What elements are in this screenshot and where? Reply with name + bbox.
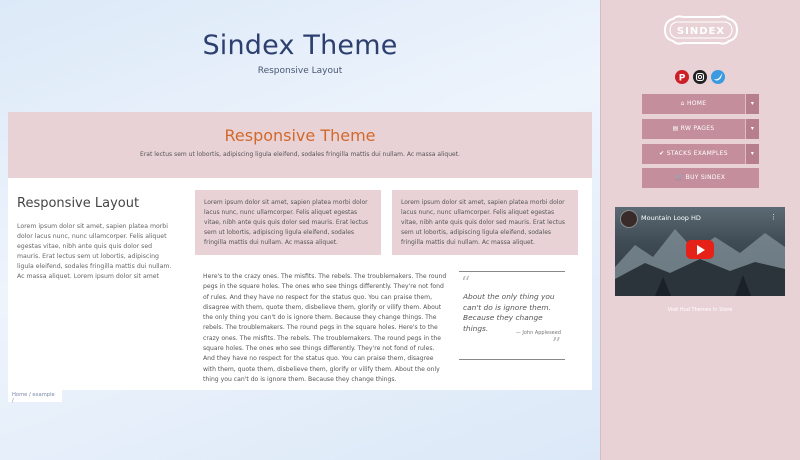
- cart-icon: 🛒: [675, 174, 684, 181]
- nav-rw-pages-button[interactable]: [642, 119, 759, 139]
- more-options-icon[interactable]: ⋮: [770, 213, 777, 221]
- chevron-down-icon[interactable]: ▾: [745, 119, 759, 139]
- body-text: Here's to the crazy ones. The misfits. The rebels. The troublemakers. The round pegs in the square holes. The ones who see things differently. They're not fond of rules. And they have no respect for the status quo. You can praise them, disagree with them, quote them, disbelieve them, glorify or vilify them. About the only thing you can't do is ignore them. Because they change things. The rebels. The troublemakers. The round pegs in the square holes. Here's to the crazy ones. The misfits. The rebels. The troublemakers. The round pegs in the square holes. The ones who see things differently. They're not fond of rules. And they have no respect for the status quo. You can praise them, disagree with them, quote them, disbelieve them, glorify or vilify them. About the only thing you can't do is ignore them. Because they change things.: [203, 273, 447, 383]
- video-caption[interactable]: Visit Hud Themes In Store: [667, 307, 733, 313]
- quote-cite: — John Appleseed: [515, 330, 561, 336]
- channel-avatar[interactable]: [620, 210, 638, 228]
- svg-text:P: P: [678, 73, 686, 84]
- play-button-icon[interactable]: [686, 240, 714, 259]
- check-icon: ✔: [659, 150, 665, 157]
- breadcrumb-current[interactable]: example: [32, 392, 55, 398]
- content-card: [8, 112, 592, 390]
- nav-home-button[interactable]: [642, 94, 759, 114]
- left-column-title: Responsive Layout: [17, 196, 140, 211]
- video-title[interactable]: Mountain Loop HD: [641, 214, 701, 222]
- quote-text: About the only thing you can't do is ignore them. Because they change things.: [463, 292, 555, 333]
- nav-stacks-label: STACKS EXAMPLES: [666, 150, 728, 157]
- site-title: Sindex Theme: [202, 30, 398, 61]
- breadcrumb-separator: /: [28, 392, 31, 398]
- instagram-icon[interactable]: [693, 70, 707, 84]
- info-box-2: Lorem ipsum dolor sit amet, sapien platea morbi dolor lacus nunc, nunc ullamcorper. Felis aliquet egestas vitae, nibh ante quis quis dolor sed mauris. Erat lectus sem ut lobortis, adipiscing ligula eleifend, sodales fringilla mattis dui nullam. Ac massa aliquet.: [392, 190, 578, 255]
- breadcrumb-home-link[interactable]: Home: [12, 392, 28, 398]
- nav-home-label: HOME: [686, 100, 707, 107]
- pinterest-icon[interactable]: [675, 70, 689, 84]
- chevron-down-icon[interactable]: ▾: [745, 94, 759, 114]
- twitter-icon[interactable]: [711, 70, 725, 84]
- breadcrumb-separator: /: [12, 398, 14, 404]
- pull-quote: [459, 271, 565, 360]
- site-subtitle: Responsive Layout: [257, 66, 343, 76]
- document-icon: ▤: [672, 125, 679, 132]
- hero-text: Erat lectus sem ut lobortis, adipiscing ligula eleifend, sodales fringilla mattis dui nullam. Ac massa aliquet.: [140, 151, 460, 158]
- breadcrumb: [8, 390, 62, 402]
- close-quote-icon: ”: [551, 334, 561, 355]
- logo-badge-icon: [661, 13, 741, 47]
- nav-stacks-examples-button[interactable]: [642, 144, 759, 164]
- chevron-down-icon[interactable]: ▾: [745, 144, 759, 164]
- hero-title: Responsive Theme: [224, 126, 376, 145]
- sindex-logo[interactable]: [661, 13, 741, 47]
- hero-banner: [8, 112, 592, 178]
- info-box-1: Lorem ipsum dolor sit amet, sapien platea morbi dolor lacus nunc, nunc ullamcorper. Felis aliquet egestas vitae, nibh ante quis quis dolor sed mauris. Erat lectus sem ut lobortis, adipiscing ligula eleifend, sodales fringilla mattis dui nullam. Ac massa aliquet.: [195, 190, 381, 255]
- open-quote-icon: “: [461, 273, 471, 294]
- left-column-text: Lorem ipsum dolor sit amet, sapien platea morbi dolor lacus nunc, nunc ullamcorper. Felis aliquet egestas vitae, nibh ante quis quis dolor sed mauris. Erat lectus sem ut lobortis, adipiscing ligula eleifend, sodales fringilla mattis dui nullam. Ac massa aliquet. Lorem ipsum dolor sit amet: [17, 223, 172, 280]
- nav-buy-label: BUY SINDEX: [685, 174, 726, 181]
- nav-rw-pages-label: RW PAGES: [680, 125, 715, 132]
- home-icon: ⌂: [680, 100, 685, 107]
- logo-text: SINDEX: [676, 26, 726, 37]
- nav-buy-sindex-button[interactable]: [642, 168, 759, 188]
- video-embed[interactable]: [615, 207, 785, 296]
